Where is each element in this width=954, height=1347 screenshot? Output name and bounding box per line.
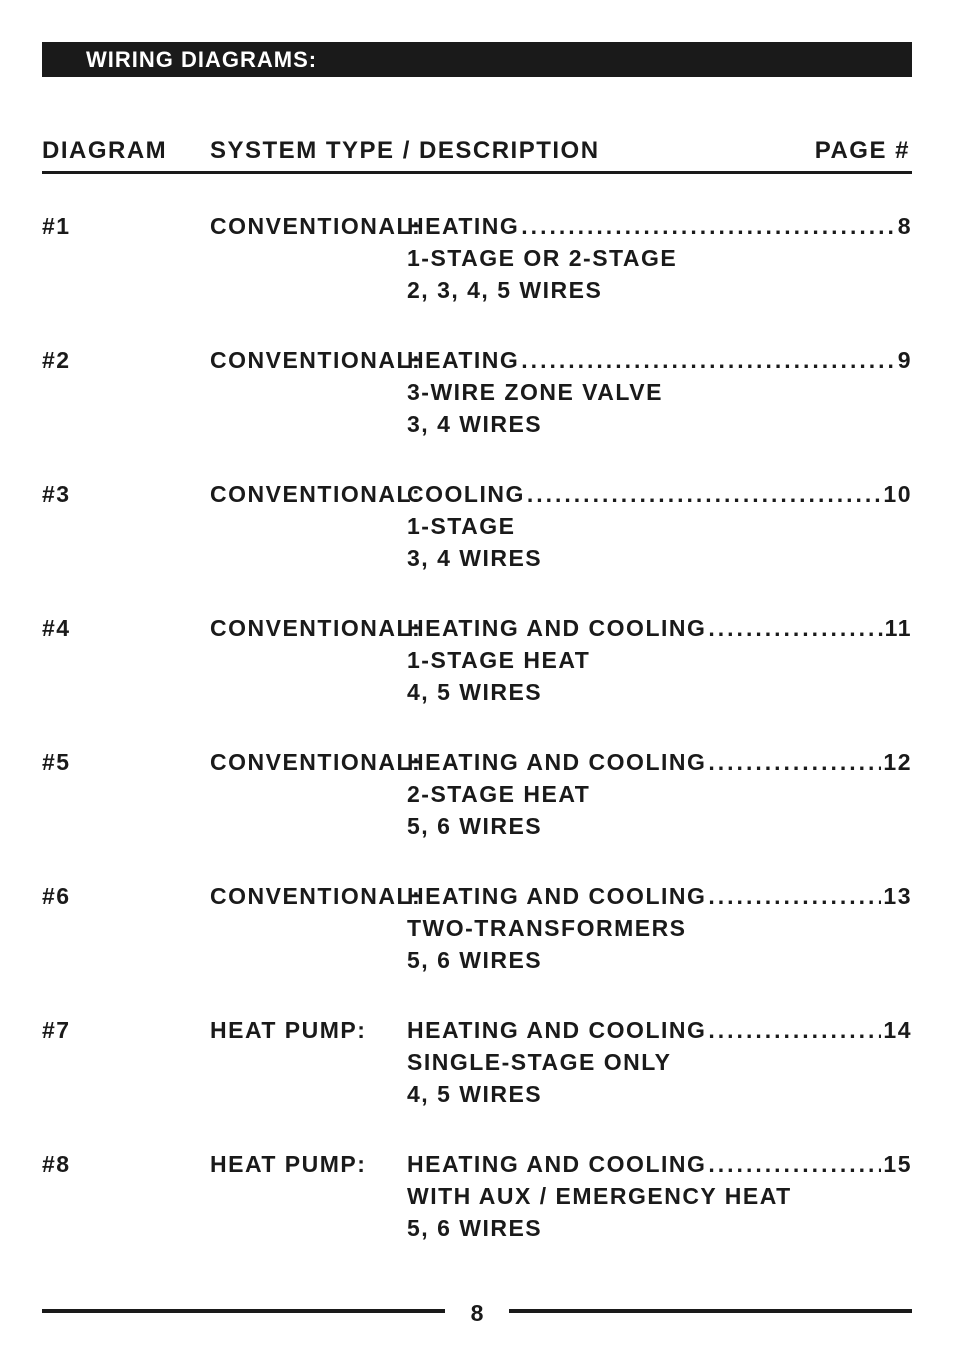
entry-detail: 5, 6 WIRES bbox=[407, 1215, 543, 1241]
entry-description bbox=[407, 612, 912, 708]
entry-detail: 3, 4 WIRES bbox=[407, 411, 543, 437]
entry-page: 10 bbox=[883, 481, 912, 507]
page-number: 8 bbox=[470, 1300, 484, 1326]
section-title: WIRING DIAGRAMS: bbox=[86, 47, 318, 72]
entry-title: HEATING AND COOLING bbox=[407, 883, 707, 909]
system-type: CONVENTIONAL: bbox=[210, 615, 422, 641]
entry-page: 15 bbox=[883, 1151, 912, 1177]
diagram-entry[interactable] bbox=[0, 210, 954, 344]
diagram-index bbox=[0, 210, 954, 1282]
system-type: CONVENTIONAL: bbox=[210, 213, 422, 239]
entry-page: 8 bbox=[897, 213, 912, 239]
entry-detail: 1-STAGE bbox=[407, 513, 516, 539]
entry-description bbox=[407, 478, 912, 574]
diagram-number: #8 bbox=[42, 1151, 71, 1177]
entry-detail: 2, 3, 4, 5 WIRES bbox=[407, 277, 603, 303]
entry-description bbox=[407, 880, 912, 976]
dot-leader bbox=[521, 344, 895, 376]
entry-detail: 3, 4 WIRES bbox=[407, 545, 543, 571]
dot-leader bbox=[708, 1148, 881, 1180]
diagram-number: #7 bbox=[42, 1017, 71, 1043]
diagram-number: #6 bbox=[42, 883, 71, 909]
entry-title: HEATING bbox=[407, 347, 520, 373]
entry-title: COOLING bbox=[407, 481, 525, 507]
diagram-number: #5 bbox=[42, 749, 71, 775]
diagram-entry[interactable] bbox=[0, 612, 954, 746]
entry-title: HEATING AND COOLING bbox=[407, 1017, 707, 1043]
entry-page: 11 bbox=[884, 615, 912, 641]
entry-description bbox=[407, 210, 912, 306]
footer-rule-right bbox=[509, 1309, 912, 1313]
entry-detail: 4, 5 WIRES bbox=[407, 1081, 543, 1107]
entry-page: 14 bbox=[883, 1017, 912, 1043]
entry-description bbox=[407, 746, 912, 842]
diagram-number: #1 bbox=[42, 213, 71, 239]
entry-detail: 5, 6 WIRES bbox=[407, 813, 543, 839]
system-type: HEAT PUMP: bbox=[210, 1017, 367, 1043]
system-type: CONVENTIONAL: bbox=[210, 481, 422, 507]
entry-detail: 4, 5 WIRES bbox=[407, 679, 543, 705]
system-type: HEAT PUMP: bbox=[210, 1151, 367, 1177]
header-divider bbox=[42, 171, 912, 174]
dot-leader bbox=[708, 880, 881, 912]
entry-detail: 3-WIRE ZONE VALVE bbox=[407, 379, 663, 405]
header-description: SYSTEM TYPE / DESCRIPTION bbox=[210, 137, 600, 164]
section-title-bar bbox=[42, 42, 912, 77]
dot-leader bbox=[527, 478, 882, 510]
entry-page: 13 bbox=[883, 883, 912, 909]
dot-leader bbox=[708, 1014, 881, 1046]
dot-leader bbox=[708, 612, 882, 644]
dot-leader bbox=[708, 746, 881, 778]
diagram-entry[interactable] bbox=[0, 1148, 954, 1282]
entry-description bbox=[407, 1014, 912, 1110]
diagram-number: #3 bbox=[42, 481, 71, 507]
footer-rule-left bbox=[42, 1309, 445, 1313]
diagram-entry[interactable] bbox=[0, 344, 954, 478]
entry-detail: 1-STAGE HEAT bbox=[407, 647, 591, 673]
diagram-entry[interactable] bbox=[0, 1014, 954, 1148]
entry-detail: TWO-TRANSFORMERS bbox=[407, 915, 687, 941]
entry-page: 12 bbox=[883, 749, 912, 775]
system-type: CONVENTIONAL: bbox=[210, 347, 422, 373]
diagram-number: #2 bbox=[42, 347, 71, 373]
entry-detail: WITH AUX / EMERGENCY HEAT bbox=[407, 1183, 792, 1209]
entry-detail: 5, 6 WIRES bbox=[407, 947, 543, 973]
entry-description bbox=[407, 344, 912, 440]
entry-title: HEATING AND COOLING bbox=[407, 1151, 707, 1177]
diagram-number: #4 bbox=[42, 615, 71, 641]
entry-title: HEATING bbox=[407, 213, 520, 239]
header-page: PAGE # bbox=[814, 137, 910, 164]
dot-leader bbox=[521, 210, 895, 242]
diagram-entry[interactable] bbox=[0, 478, 954, 612]
system-type: CONVENTIONAL: bbox=[210, 749, 422, 775]
entry-title: HEATING AND COOLING bbox=[407, 615, 707, 641]
system-type: CONVENTIONAL: bbox=[210, 883, 422, 909]
entry-detail: 1-STAGE OR 2-STAGE bbox=[407, 245, 678, 271]
entry-detail: 2-STAGE HEAT bbox=[407, 781, 591, 807]
diagram-entry[interactable] bbox=[0, 880, 954, 1014]
diagram-entry[interactable] bbox=[0, 746, 954, 880]
header-diagram: DIAGRAM bbox=[42, 137, 168, 164]
entry-detail: SINGLE-STAGE ONLY bbox=[407, 1049, 672, 1075]
entry-page: 9 bbox=[897, 347, 912, 373]
entry-description bbox=[407, 1148, 912, 1244]
entry-title: HEATING AND COOLING bbox=[407, 749, 707, 775]
